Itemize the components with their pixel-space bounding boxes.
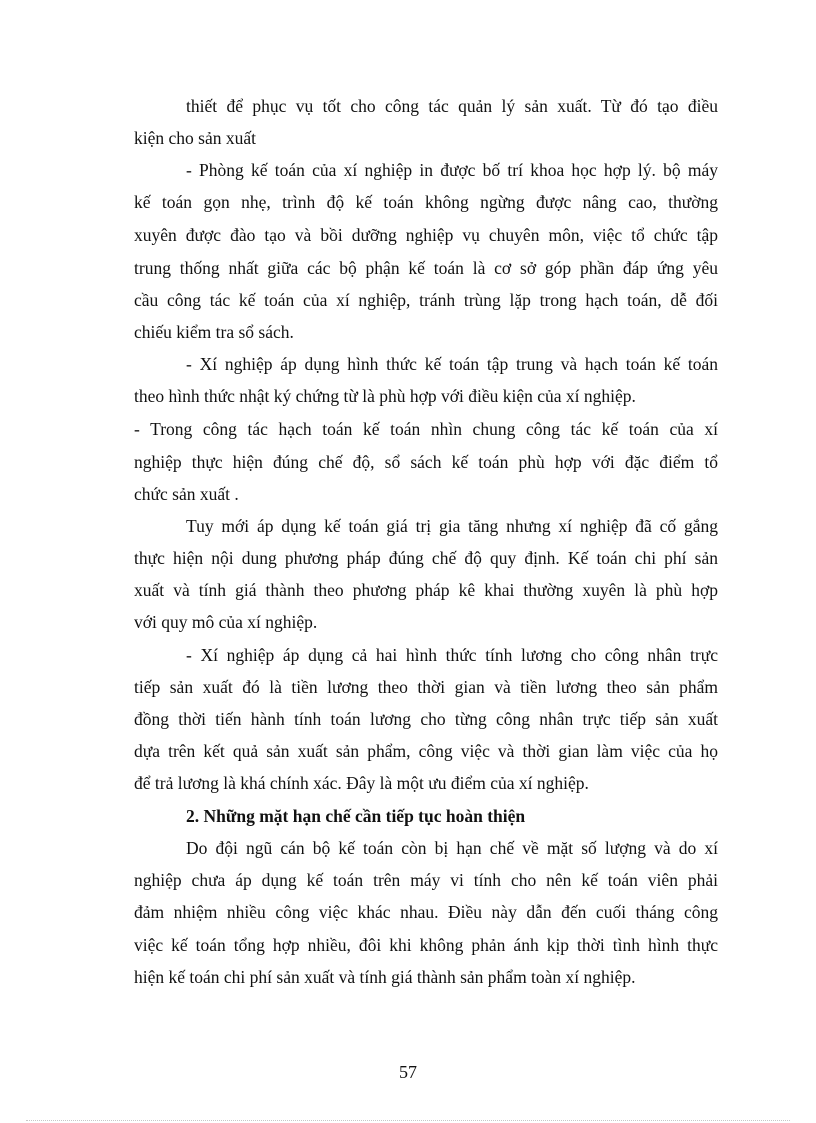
text-line: thực hiện nội dung phương pháp đúng chế độ quy định. Kế toán chi phí sản <box>134 548 718 568</box>
text-line: - Phòng kế toán của xí nghiệp in được bố trí khoa học hợp lý. bộ máy <box>186 160 718 180</box>
text-line: cầu công tác kế toán của xí nghiệp, tránh trùng lặp trong hạch toán, dễ đối <box>134 290 718 310</box>
text-line: chức sản xuất . <box>134 484 239 504</box>
page-bottom-divider <box>26 1120 790 1121</box>
text-line: trung thống nhất giữa các bộ phận kế toán là cơ sở góp phần đáp ứng yêu <box>134 258 718 278</box>
text-line: đảm nhiệm nhiều công việc khác nhau. Điều này dẫn đến cuối tháng công <box>134 902 718 922</box>
text-line: nghiệp chưa áp dụng kế toán trên máy vi tính cho nên kế toán viên phải <box>134 870 718 890</box>
text-line: xuất và tính giá thành theo phương pháp kê khai thường xuyên là phù hợp <box>134 580 718 600</box>
text-line: chiếu kiểm tra sổ sách. <box>134 322 294 342</box>
text-line: Do đội ngũ cán bộ kế toán còn bị hạn chế về mặt số lượng và do xí <box>186 838 718 858</box>
text-line: - Trong công tác hạch toán kế toán nhìn chung công tác kế toán của xí <box>134 419 718 439</box>
text-line: việc kế toán tổng hợp nhiều, đôi khi không phản ánh kịp thời tình hình thực <box>134 935 718 955</box>
text-line: thiết để phục vụ tốt cho công tác quản lý sản xuất. Từ đó tạo điều <box>186 96 718 116</box>
text-line: nghiệp thực hiện đúng chế độ, sổ sách kế toán phù hợp với đặc điểm tổ <box>134 452 718 472</box>
page-number: 57 <box>399 1062 417 1082</box>
text-line: Tuy mới áp dụng kế toán giá trị gia tăng nhưng xí nghiệp đã cố gắng <box>186 516 718 536</box>
text-line: tiếp sản xuất đó là tiền lương theo thời gian và tiền lương theo sản phẩm <box>134 677 718 697</box>
text-line: - Xí nghiệp áp dụng cả hai hình thức tính lương cho công nhân trực <box>186 645 718 665</box>
text-line: đồng thời tiến hành tính toán lương cho từng công nhân trực tiếp sản xuất <box>134 709 718 729</box>
text-line: kiện cho sản xuất <box>134 128 256 148</box>
text-line: để trả lương là khá chính xác. Đây là một ưu điểm của xí nghiệp. <box>134 773 589 793</box>
text-line: theo hình thức nhật ký chứng từ là phù hợp với điều kiện của xí nghiệp. <box>134 386 636 406</box>
section-heading: 2. Những mặt hạn chế cần tiếp tục hoàn thiện <box>186 806 526 826</box>
text-line: xuyên được đào tạo và bồi dưỡng nghiệp vụ chuyên môn, việc tổ chức tập <box>134 225 718 245</box>
text-line: dựa trên kết quả sản xuất sản phẩm, công việc và thời gian làm việc của họ <box>134 741 718 761</box>
text-line: kế toán gọn nhẹ, trình độ kế toán không ngừng được nâng cao, thường <box>134 192 718 212</box>
text-line: với quy mô của xí nghiệp. <box>134 612 318 632</box>
text-line: - Xí nghiệp áp dụng hình thức kế toán tập trung và hạch toán kế toán <box>186 354 718 374</box>
text-line: hiện kế toán chi phí sản xuất và tính giá thành sản phẩm toàn xí nghiệp. <box>134 967 636 987</box>
